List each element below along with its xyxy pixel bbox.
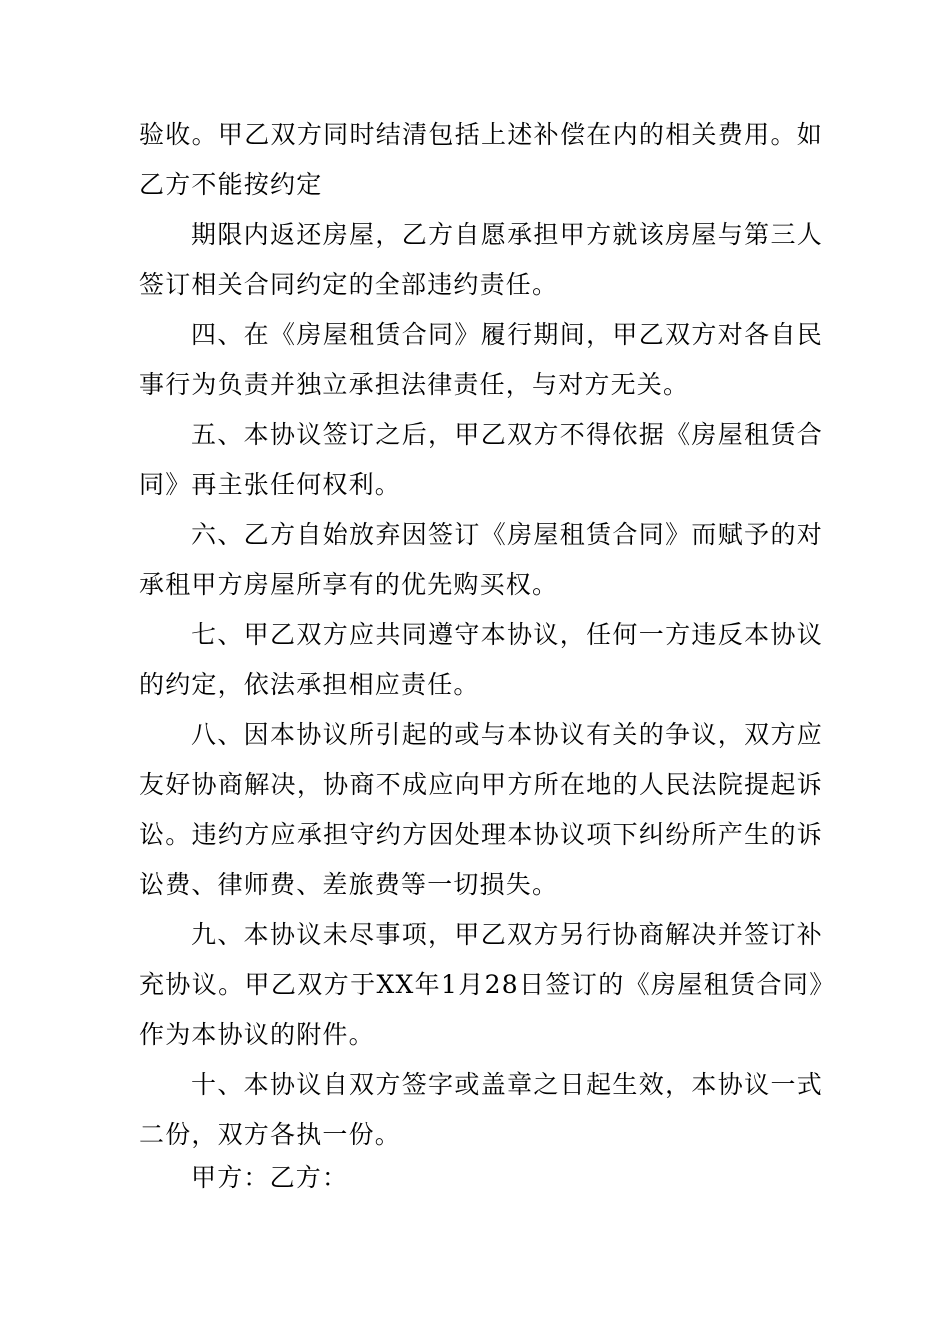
paragraph-clause-4: 四、在《房屋租赁合同》履行期间，甲乙双方对各自民事行为负责并独立承担法律责任，与对方无关。 <box>139 320 823 399</box>
paragraph-clause-7: 七、甲乙双方应共同遵守本协议，任何一方违反本协议的约定，依法承担相应责任。 <box>139 620 823 699</box>
signature-line: 甲方：乙方： <box>191 1163 349 1192</box>
paragraph-acceptance: 验收。甲乙双方同时结清包括上述补偿在内的相关费用。如乙方不能按约定 <box>139 120 823 199</box>
paragraph-clause-9: 九、本协议未尽事项，甲乙双方另行协商解决并签订补充协议。甲乙双方于XX年1月28日签订的《房屋租赁合同》作为本协议的附件。 <box>139 920 823 1049</box>
paragraph-clause-8: 八、因本协议所引起的或与本协议有关的争议，双方应友好协商解决，协商不成应向甲方所在地的人民法院提起诉讼。违约方应承担守约方因处理本协议项下纠纷所产生的诉讼费、律师费、差旅费等一切损失。 <box>139 720 823 899</box>
document-body <box>139 110 823 1196</box>
paragraph-clause-10: 十、本协议自双方签字或盖章之日起生效，本协议一式二份，双方各执一份。 <box>139 1070 823 1149</box>
paragraph-return-deadline: 期限内返还房屋，乙方自愿承担甲方就该房屋与第三人签订相关合同约定的全部违约责任。 <box>139 220 823 299</box>
paragraph-clause-5: 五、本协议签订之后，甲乙双方不得依据《房屋租赁合同》再主张任何权利。 <box>139 420 823 499</box>
paragraph-clause-6: 六、乙方自始放弃因签订《房屋租赁合同》而赋予的对承租甲方房屋所享有的优先购买权。 <box>139 520 823 599</box>
